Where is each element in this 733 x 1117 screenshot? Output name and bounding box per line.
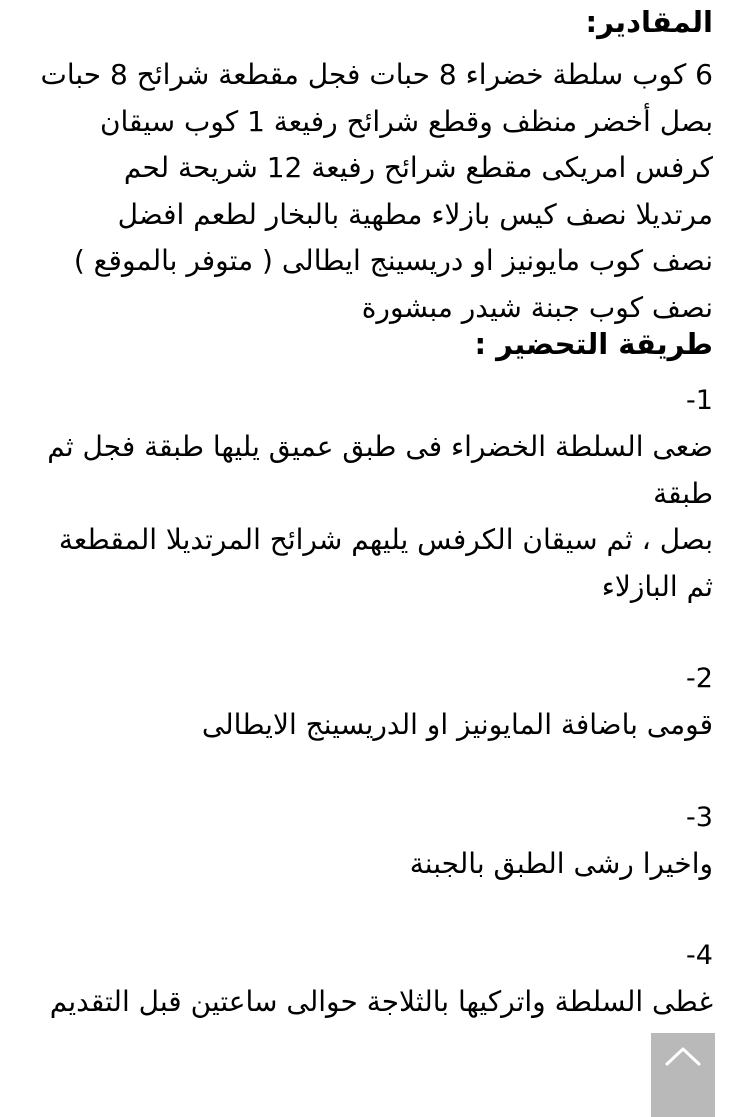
step-text-line: واخيرا رشى الطبق بالجبنة (409, 846, 713, 880)
ingredients-line: نصف كوب مايونيز او دريسينج ايطالى ( متوفر بالموقع ) (73, 244, 713, 277)
method-step (10, 795, 713, 888)
ingredients-line: كرفس امريكى مقطع شرائح رفيعة 12 شريحة لحم (123, 151, 713, 184)
method-step (10, 933, 713, 1026)
method-step (10, 378, 713, 610)
ingredients-line: مرتديلا نصف كيس بازلاء مطهية بالبخار لطعم افضل (117, 197, 713, 231)
ingredients-line: بصل أخضر منظف وقطع شرائح رفيعة 1 كوب سيقان (99, 104, 713, 138)
chevron-up-icon (664, 1045, 702, 1067)
step-text-line: قومى باضافة المايونيز او الدريسينج الايطالى (201, 708, 713, 741)
method-heading: طريقة التحضير : (474, 327, 713, 361)
method-step (10, 656, 713, 749)
step-number: -2 (686, 663, 713, 694)
ingredients-heading: المقادير: (585, 5, 713, 39)
method-steps (10, 378, 713, 1026)
step-number: -1 (686, 385, 713, 416)
ingredients-line: نصف كوب جبنة شيدر مبشورة (361, 290, 713, 324)
step-text-line: غطى السلطة واتركيها بالثلاجة حوالى ساعتين قبل التقديم (49, 985, 713, 1018)
ingredients-list (10, 52, 713, 331)
scroll-to-top-button[interactable] (651, 1033, 715, 1117)
step-text-line (10, 424, 713, 517)
ingredients-line: 6 كوب سلطة خضراء 8 حبات فجل مقطعة شرائح 8 حبات (40, 58, 713, 91)
step-text-line: ثم البازلاء (601, 569, 713, 603)
step-text: ضعى السلطة الخضراء فى طبق عميق يليها طبقة فجل ثم طبقة (47, 430, 713, 510)
step-text-line: بصل ، ثم سيقان الكرفس يليهم شرائح المرتديلا المقطعة (58, 523, 713, 556)
step-number: -4 (686, 940, 713, 971)
step-number: -3 (686, 801, 713, 833)
